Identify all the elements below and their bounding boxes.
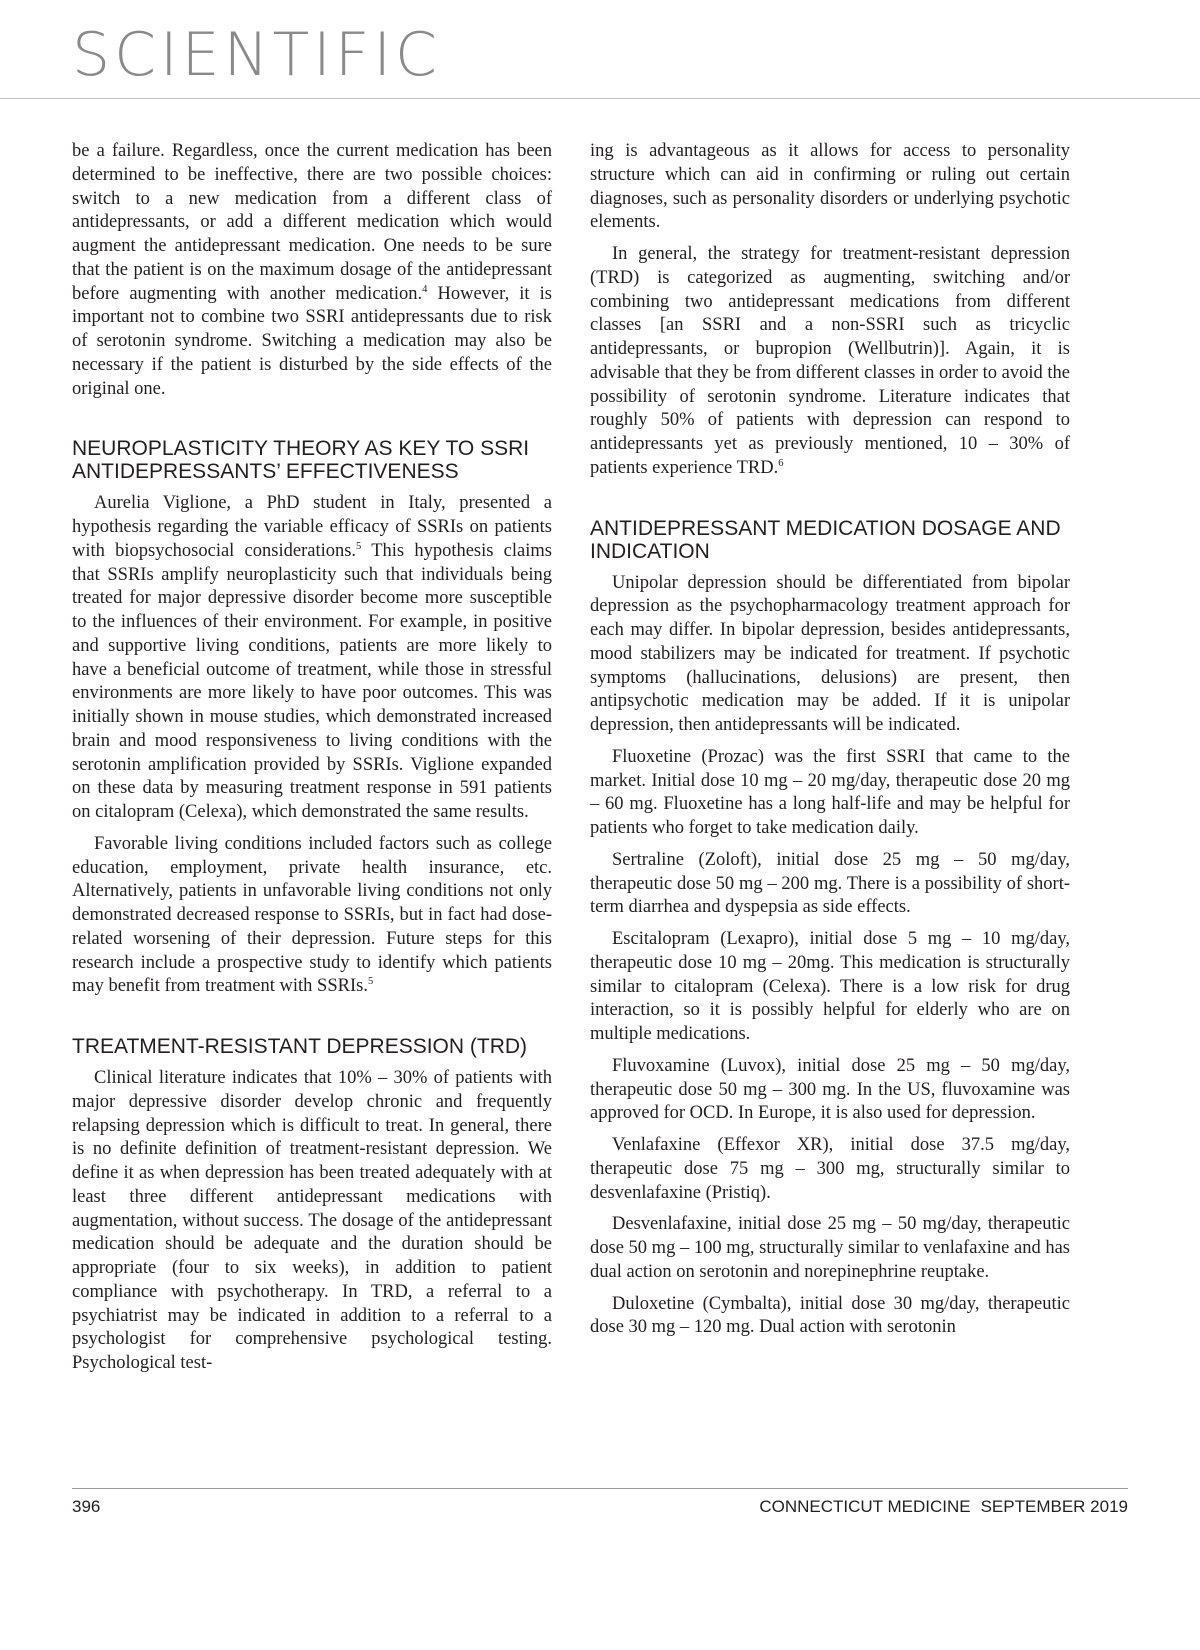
paragraph-unipolar: Unipolar depression should be differentiated from bipolar depression as the psychopharmacology treatment approach for each may differ. In bipolar depression, besides antidepressants, mood stabilizers may be indicated for treatment. If psychotic symptoms (hallucinations, delusions) are present, then antipsychotic medication may be added. If it is unipolar depression, then antidepressants will be indicated. [590, 572, 1070, 735]
paragraph-fluvoxamine: Fluvoxamine (Luvox), initial dose 25 mg – 50 mg/day, therapeutic dose 50 mg – 300 mg. In the US, fluvoxamine was approved for OCD. In Europe, it is also used for depression. [590, 1055, 1070, 1124]
paragraph-trd-strategy [590, 243, 1070, 481]
paragraph-duloxetine: Duloxetine (Cymbalta), initial dose 30 mg/day, therapeutic dose 30 mg – 120 mg. Dual action with serotonin [590, 1293, 1070, 1338]
right-column [590, 140, 1070, 1348]
paragraph-text: This hypothesis claims that SSRIs amplify neuroplasticity such that individuals being treated for major depressive disorder become more susceptible to the influences of their environment. For example, in positive and supportive living conditions, patients are more likely to have a beneficial outcome of treatment, while those in stressful environments are more likely to have poor outcomes. This was initially shown in mouse studies, which demonstrated increased brain and mood responsiveness to living conditions with the serotonin amplification provided by SSRIs. Viglione expanded on these data by measuring treatment response in 591 patients on citalopram (Celexa), which demonstrated the same results. [72, 540, 552, 822]
paragraph-venlafaxine: Venlafaxine (Effexor XR), initial dose 37.5 mg/day, therapeutic dose 75 mg – 300 mg, structurally similar to desvenlafaxine (Pristiq). [590, 1135, 1070, 1203]
footer-divider [72, 1488, 1128, 1489]
paragraph-neuroplasticity-2 [72, 833, 552, 999]
citation-ref: 5 [356, 540, 362, 552]
paragraph-intro-continued [72, 140, 552, 401]
left-column [72, 140, 552, 1384]
paragraph-testing-continued: ing is advantageous as it allows for access to personality structure which can aid in confirming or ruling out certain diagnoses, such as personality disorders or underlying psychotic elements. [590, 141, 1070, 233]
paragraph-trd: Clinical literature indicates that 10% – 30% of patients with major depressive disorder develop chronic and frequently relapsing depression which is difficult to treat. In general, there is no definite definition of treatment-resistant depression. We define it as when depression has been treated adequately with at least three different antidepressant medications with augmentation, without success. The dosage of the antidepressant medication should be adequate and the duration should be appropriate (four to six weeks), in addition to patient compliance with psychotherapy. In TRD, a referral to a psychiatrist may be indicated in addition to a referral to a psychologist for comprehensive psychological testing. Psychological test- [72, 1068, 552, 1373]
citation-ref: 6 [778, 457, 784, 469]
paragraph-text: be a failure. Regardless, once the current medication has been determined to be ineffective, there are two possible choices: switch to a new medication from a different class of antidepressants, or add a different medication which would augment the antidepressant medication. One needs to be sure that the patient is on the maximum dosage of the antidepressant before augmenting with another medication. [72, 141, 552, 304]
citation-ref: 5 [367, 976, 374, 988]
paragraph-text: In general, the strategy for treatment-resistant depression (TRD) is categorized as augmenting, switching and/or combining two antidepressant medications from different classes [an SSRI and a non-SSRI such as tricyclic antidepressants, or bupropion (Wellbutrin)]. Again, it is advisable that they be from different classes in order to avoid the possibility of serotonin syndrome. Literature indicates that roughly 50% of patients with depression can respond to antidepressants yet as previously mentioned, 10 – 30% of patients experience TRD. [590, 244, 1070, 478]
paragraph-text: Aurelia Viglione, a PhD student in Italy, presented a hypothesis regarding the variable efficacy of SSRIs on patients with biopsychosocial considerations. [72, 493, 552, 561]
page-number: 396 [72, 1497, 101, 1516]
heading-trd: TREATMENT-RESISTANT DEPRESSION (TRD) [72, 1035, 528, 1058]
journal-name: CONNECTICUT MEDICINE [759, 1497, 971, 1516]
issue-date: SEPTEMBER 2019 [980, 1497, 1128, 1516]
section-title: SCIENTIFIC [72, 20, 441, 90]
heading-dosage: ANTIDEPRESSANT MEDICATION DOSAGE AND INDICATION [590, 516, 1061, 563]
heading-neuroplasticity: NEUROPLASTICITY THEORY AS KEY TO SSRI ANTIDEPRESSANTS’ EFFECTIVENESS [72, 437, 530, 484]
paragraph-fluoxetine: Fluoxetine (Prozac) was the first SSRI that came to the market. Initial dose 10 mg – 20 mg/day, therapeutic dose 20 mg – 60 mg. Fluoxetine has a long half-life and may be helpful for patients who forget to take medication daily. [590, 746, 1070, 838]
paragraph-desvenlafaxine: Desvenlafaxine, initial dose 25 mg – 50 mg/day, therapeutic dose 50 mg – 100 mg, structurally similar to venlafaxine and has dual action on serotonin and norepinephrine reuptake. [590, 1214, 1070, 1282]
paragraph-sertraline: Sertraline (Zoloft), initial dose 25 mg – 50 mg/day, therapeutic dose 50 mg – 200 mg. There is a possibility of short-term diarrhea and dyspepsia as side effects. [590, 849, 1070, 918]
header-divider [0, 98, 1200, 99]
paragraph-text: However, it is important not to combine two SSRI antidepressants due to risk of serotonin syndrome. Switching a medication may also be necessary if the patient is disturbed by the side effects of the original one. [72, 283, 552, 399]
journal-footer [759, 1497, 1128, 1517]
paragraph-escitalopram: Escitalopram (Lexapro), initial dose 5 mg – 10 mg/day, therapeutic dose 10 mg – 20mg. This medication is structurally similar to citalopram (Celexa). There is a low risk for drug interaction, so it is possibly helpful for elderly who are on multiple medications. [590, 929, 1070, 1044]
citation-ref: 4 [422, 283, 428, 295]
paragraph-neuroplasticity-1 [72, 492, 552, 825]
paragraph-text: Favorable living conditions included factors such as college education, employment, private health insurance, etc. Alternatively, patients in unfavorable living conditions not only demonstrated decreased response to SSRIs, but in fact had dose-related worsening of their depression. Future steps for this research include a prospective study to identify which patients may benefit from treatment with SSRIs. [72, 833, 552, 997]
